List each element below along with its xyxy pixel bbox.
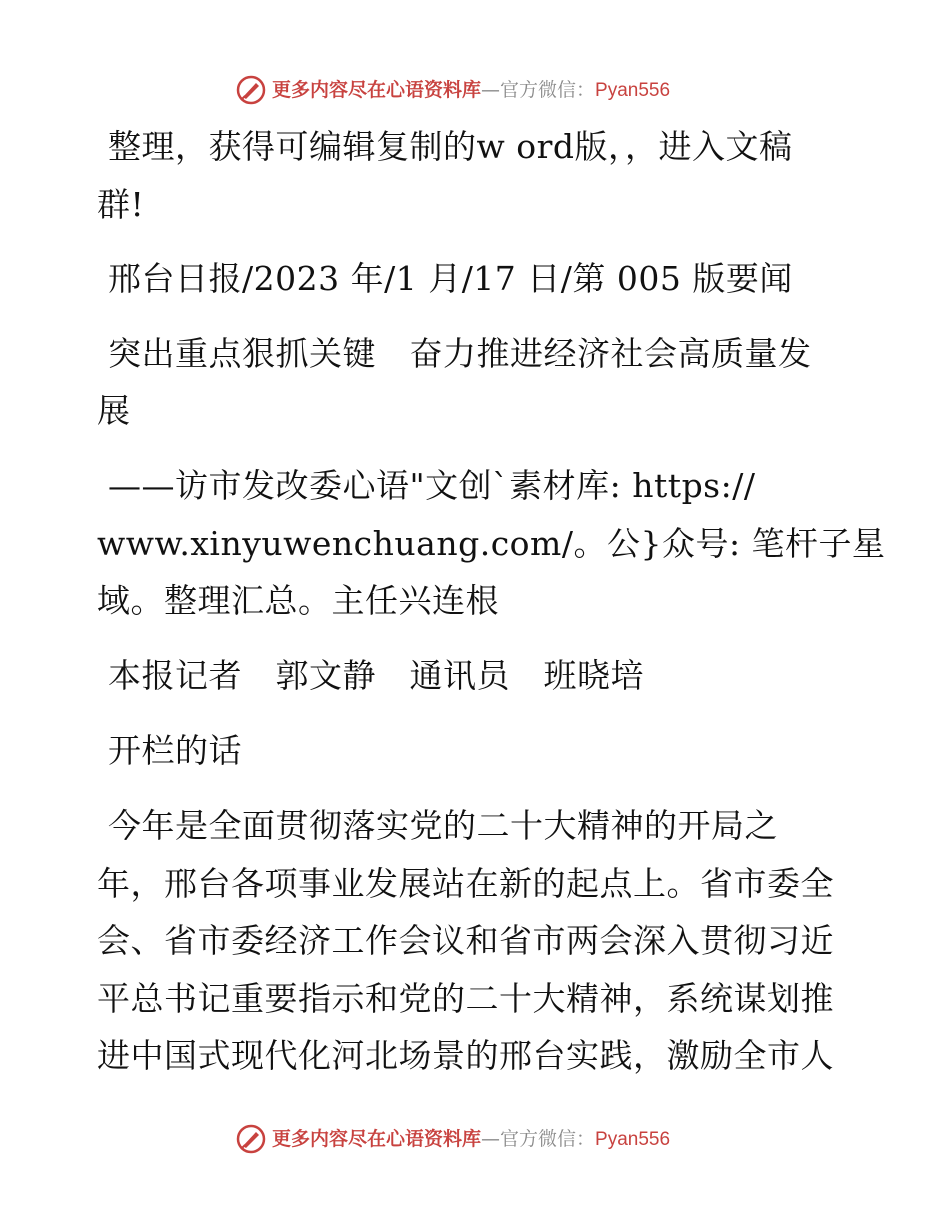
byline: 本报记者 郭文静 通讯员 班晓培 [108,656,644,695]
banner-dash: — [481,1128,501,1150]
article-title: 突出重点狠抓关键 奋力推进经济社会高质量发 [108,334,812,373]
quill-logo-icon [236,1124,266,1154]
subtitle-line: 域。整理汇总。主任兴连根 [97,581,499,620]
section-heading: 开栏的话 [108,731,242,770]
banner-label: 官方微信： [500,1128,596,1150]
banner-label: 官方微信： [500,79,596,101]
subtitle-line: www.xinyuwenchuang.com/。公}众号: 笔杆子星 [97,524,886,563]
body-line: 平总书记重要指示和党的二十大精神，系统谋划推 [97,979,834,1018]
body-line: 整理，获得可编辑复制的w ord版，，进入文稿 [108,127,793,166]
body-line: 年，邢台各项事业发展站在新的起点上。省市委全 [97,864,834,903]
quill-logo-icon [236,75,266,105]
article-title-cont: 展 [97,391,131,430]
banner-wechat-id: Pyan556 [595,80,671,101]
footer-watermark-banner [0,1121,950,1161]
banner-dash: — [481,79,501,101]
banner-wechat-id: Pyan556 [595,1129,671,1150]
body-line: 进中国式现代化河北场景的邢台实践，激励全市人 [97,1036,834,1075]
body-line: 群! [97,185,145,224]
banner-brand-text: 更多内容尽在心语资料库 [272,1128,482,1150]
banner-brand-text: 更多内容尽在心语资料库 [272,79,482,101]
body-line: 会、省市委经济工作会议和省市两会深入贯彻习近 [97,921,834,960]
header-watermark-banner [0,72,950,112]
source-line: 邢台日报/2023 年/1 月/17 日/第 005 版要闻 [108,259,793,298]
subtitle-line: ——访市发改委心语"文创`素材库: https:// [108,466,756,505]
body-line: 今年是全面贯彻落实党的二十大精神的开局之 [108,806,778,845]
